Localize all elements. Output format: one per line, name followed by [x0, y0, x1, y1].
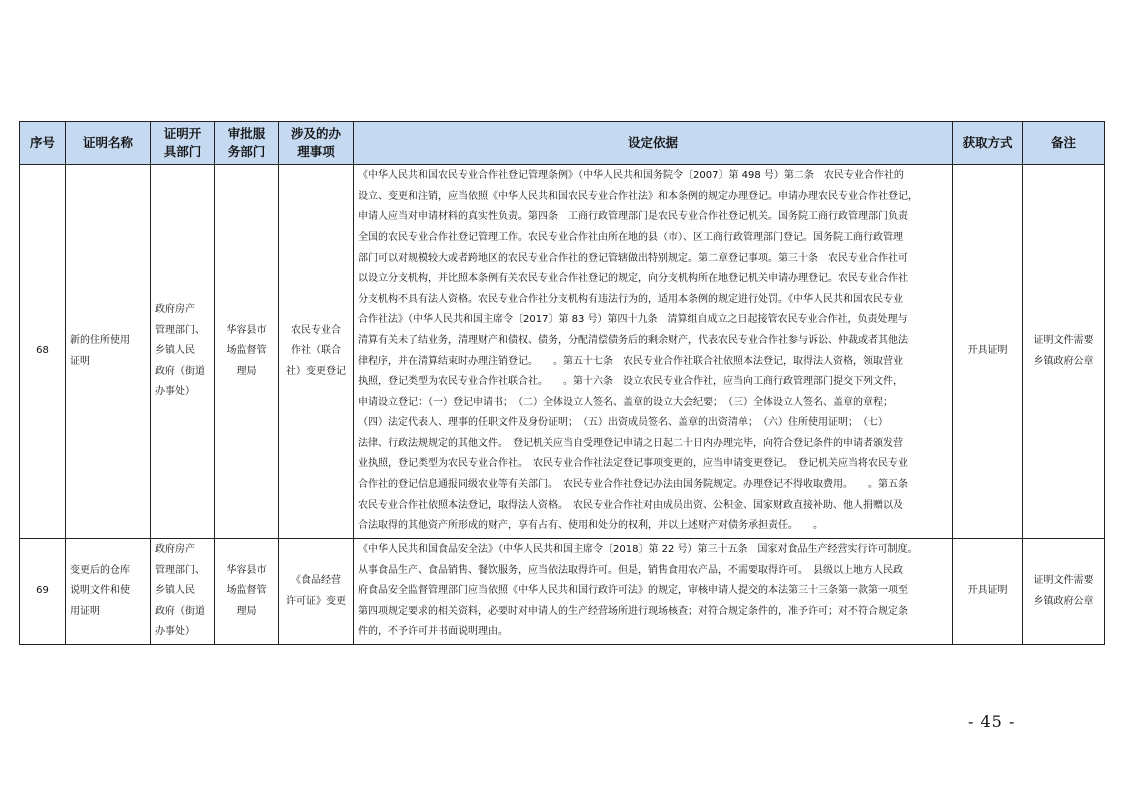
cell-legal-basis: 《中华人民共和国食品安全法》（中华人民共和国主席令〔2018〕第 22 号）第三十五条 国家对食品生产经营实行许可制度。 从事食品生产、食品销售、餐饮服务，应当依法取得许可。但是，销售食用农产品，不需要取得许可。 县级以上地方人民政 府食品安全监督管理部门应当依照《中华人民共和国行政许可法》的规定，审核申请人提交的本法第三十三条第一款第一项至 第四项规定要求的相关资料，必要时对申请人的生产经营场所进行现场核查；对符合规定条件的，准予许可；对不符合规定条 件的，不予许可并书面说明理由。	[354, 539, 953, 645]
cell-approval-dept: 华容县市 场监督管 理局	[215, 165, 279, 539]
table-row	[20, 165, 1105, 539]
table-row	[20, 539, 1105, 645]
header-matter: 涉及的办 理事项	[279, 122, 354, 165]
cell-seq: 69	[20, 539, 66, 645]
cell-approval-dept: 华容县市 场监督管 理局	[215, 539, 279, 645]
header-method: 获取方式	[953, 122, 1023, 165]
cell-matter: 农民专业合 作社（联合 社）变更登记	[279, 165, 354, 539]
header-cert-name: 证明名称	[66, 122, 151, 165]
cell-issuing-dept: 政府房产 管理部门、 乡镇人民 政府（街道 办事处）	[151, 165, 215, 539]
page-number: - 45 -	[968, 712, 1016, 731]
cell-cert-name: 变更后的仓库 说明文件和使 用证明	[66, 539, 151, 645]
cell-legal-basis: 《中华人民共和国农民专业合作社登记管理条例》（中华人民共和国务院令〔2007〕第 498 号）第二条 农民专业合作社的 设立、变更和注销，应当依照《中华人民共和国农民专业合作社法》和本条例的规定办理登记。申请办理农民专业合作社登记， 申请人应当对申请材料的真实性负责。第四条 工商行政管理部门是农民专业合作社登记机关。国务院工商行政管理部门负责 全国的农民专业合作社登记管理工作。农民专业合作社由所在地的县（市）、区工商行政管理部门登记。国务院工商行政管理 部门可以对规模较大或者跨地区的农民专业合作社的登记管辖做出特别规定。第二章登记事项。第三十条 农民专业合作社可 以设立分支机构，并比照本条例有关农民专业合作社登记的规定，向分支机构所在地登记机关申请办理登记。农民专业合作社 分支机构不具有法人资格。农民专业合作社分支机构有违法行为的，适用本条例的规定进行处罚。《中华人民共和国农民专业 合作社法》（中华人民共和国主席令〔2017〕第 83 号）第四十九条 清算组自成立之日起接管农民专业合作社，负责处理与 清算有关未了结业务，清理财产和债权、债务，分配清偿债务后的剩余财产，代表农民专业合作社参与诉讼、仲裁或者其他法 律程序，并在清算结束时办理注销登记。 。第五十七条 农民专业合作社联合社依照本法登记，取得法人资格，领取营业 执照，登记类型为农民专业合作社联合社。 。第十六条 设立农民专业合作社，应当向工商行政管理部门提交下列文件， 申请设立登记：（一）登记申请书； （二）全体设立人签名、盖章的设立大会纪要； （三）全体设立人签名、盖章的章程； （四）法定代表人、理事的任职文件及身份证明； （五）出资成员签名、盖章的出资清单； （六）住所使用证明； （七） 法律、行政法规规定的其他文件。 登记机关应当自受理登记申请之日起二十日内办理完毕，向符合登记条件的申请者颁发营 业执照，登记类型为农民专业合作社。 农民专业合作社法定登记事项变更的，应当申请变更登记。 登记机关应当将农民专业 合作社的登记信息通报同级农业等有关部门。 农民专业合作社登记办法由国务院规定。办理登记不得收取费用。 。第五条 农民专业合作社依照本法登记，取得法人资格。 农民专业合作社对由成员出资、公积金、国家财政直接补助、他人捐赠以及 合法取得的其他资产所形成的财产，享有占有、使用和处分的权利，并以上述财产对债务承担责任。 。	[354, 165, 953, 539]
header-remark: 备注	[1023, 122, 1105, 165]
header-approval-dept: 审批服 务部门	[215, 122, 279, 165]
cell-method: 开具证明	[953, 539, 1023, 645]
cell-remark: 证明文件需要 乡镇政府公章	[1023, 165, 1105, 539]
cell-cert-name: 新的住所使用 证明	[66, 165, 151, 539]
table-header-row	[20, 122, 1105, 165]
cell-issuing-dept: 政府房产 管理部门、 乡镇人民 政府（街道 办事处）	[151, 539, 215, 645]
cell-remark: 证明文件需要 乡镇政府公章	[1023, 539, 1105, 645]
header-legal-basis: 设定依据	[354, 122, 953, 165]
cell-seq: 68	[20, 165, 66, 539]
header-issuing-dept: 证明开 具部门	[151, 122, 215, 165]
certificate-list-table	[19, 121, 1105, 645]
cell-matter: 《食品经营 许可证》变更	[279, 539, 354, 645]
cell-method: 开具证明	[953, 165, 1023, 539]
header-seq: 序号	[20, 122, 66, 165]
